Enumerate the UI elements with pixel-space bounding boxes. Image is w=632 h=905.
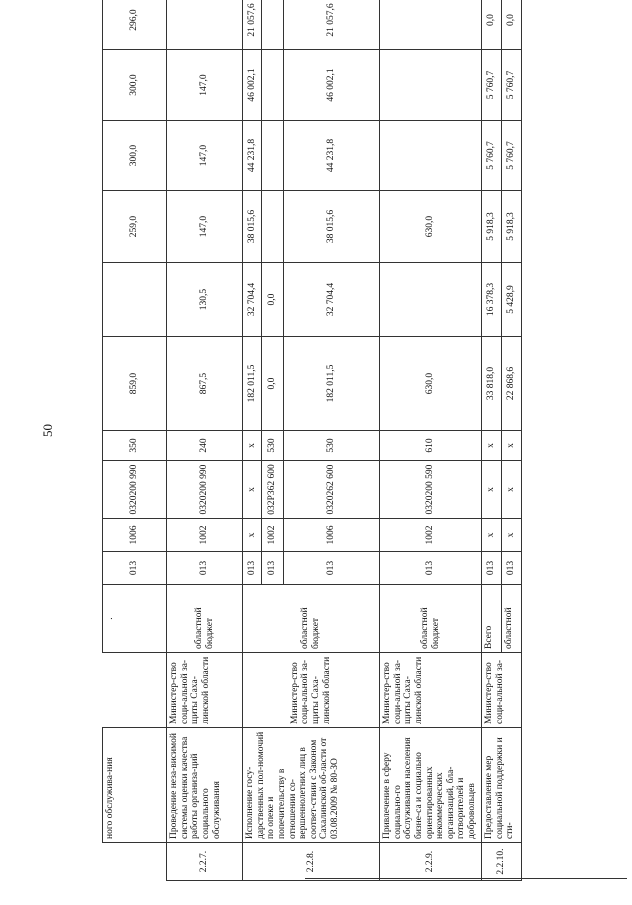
fund-cell: областной bbox=[502, 585, 522, 653]
value-cell: 21 057,6 bbox=[243, 0, 262, 50]
executor: Министер-ство соци-альной за- bbox=[482, 653, 522, 728]
value-cell: 32 704,4 bbox=[243, 263, 262, 337]
code-cell: х bbox=[502, 431, 522, 461]
value-cell: 32 704,4 bbox=[284, 263, 380, 337]
code-cell: 610 bbox=[380, 431, 482, 461]
value-cell bbox=[167, 0, 243, 50]
value-cell: 300,0 bbox=[103, 121, 167, 191]
value-cell: 147,0 bbox=[167, 191, 243, 263]
value-cell: 0,0 bbox=[482, 0, 502, 50]
table-row bbox=[243, 0, 262, 881]
code-cell: 530 bbox=[284, 431, 380, 461]
budget-table bbox=[102, 0, 522, 881]
value-cell: 5 760,7 bbox=[482, 121, 502, 191]
value-cell bbox=[380, 0, 482, 50]
value-cell: 46 002,1 bbox=[284, 50, 380, 121]
table-row bbox=[167, 0, 243, 881]
code-cell: 1002 bbox=[262, 519, 284, 552]
value-cell: 33 818,0 bbox=[482, 337, 502, 431]
value-cell: 259,0 bbox=[103, 191, 167, 263]
code-cell: х bbox=[482, 461, 502, 519]
row-name: Привлечение в сферу социально-го обслуживания населения бизне-са и социально ориентированных некоммерческих организаций, бла-готворителей и добровольцев bbox=[380, 728, 482, 843]
row-name: ного обслужива-ния bbox=[103, 728, 167, 843]
value-cell: 5 760,7 bbox=[502, 121, 522, 191]
table-row bbox=[103, 0, 167, 881]
value-cell: 296,0 bbox=[103, 0, 167, 50]
table-row bbox=[380, 0, 482, 881]
value-cell: 867,5 bbox=[167, 337, 243, 431]
value-cell: 5 918,3 bbox=[502, 191, 522, 263]
code-cell: 013 bbox=[167, 552, 243, 585]
value-cell: 5 918,3 bbox=[482, 191, 502, 263]
executor: Министер-ство соци-альной за-щиты Саха-линской области bbox=[380, 653, 482, 728]
value-cell: 147,0 bbox=[167, 50, 243, 121]
value-cell: 5 428,9 bbox=[502, 263, 522, 337]
row-number: 2.2.10. bbox=[482, 843, 522, 881]
value-cell bbox=[262, 0, 284, 50]
value-cell: 147,0 bbox=[167, 121, 243, 191]
fund-cell: областной бюджет bbox=[380, 585, 482, 653]
value-cell: 46 002,1 bbox=[243, 50, 262, 121]
code-cell: 1002 bbox=[167, 519, 243, 552]
value-cell bbox=[103, 263, 167, 337]
rotated-page bbox=[102, 3, 521, 881]
value-cell: 5 760,7 bbox=[502, 50, 522, 121]
value-cell: 22 868,6 bbox=[502, 337, 522, 431]
value-cell: 630,0 bbox=[380, 337, 482, 431]
value-cell: 130,5 bbox=[167, 263, 243, 337]
code-cell: 1006 bbox=[103, 519, 167, 552]
code-cell: 013 bbox=[243, 552, 262, 585]
value-cell: 182 011,5 bbox=[243, 337, 262, 431]
code-cell: 530 bbox=[262, 431, 284, 461]
value-cell: 300,0 bbox=[103, 50, 167, 121]
executor: Министер-ство соци-альной за-щиты Саха-линской области bbox=[243, 653, 380, 728]
value-cell: 859,0 bbox=[103, 337, 167, 431]
code-cell: х bbox=[502, 461, 522, 519]
row-number: 2.2.8. bbox=[243, 843, 380, 881]
value-cell: 182 011,5 bbox=[284, 337, 380, 431]
bottom-rule bbox=[305, 878, 627, 879]
code-cell: 1002 bbox=[380, 519, 482, 552]
code-cell: 013 bbox=[262, 552, 284, 585]
row-name: Предоставление мер социальной поддержки и сти- bbox=[482, 728, 522, 843]
code-cell: 0320200 590 bbox=[380, 461, 482, 519]
code-cell: 013 bbox=[284, 552, 380, 585]
value-cell: 630,0 bbox=[380, 191, 482, 263]
value-cell: 16 378,3 bbox=[482, 263, 502, 337]
code-cell: х bbox=[243, 431, 262, 461]
code-cell: 240 bbox=[167, 431, 243, 461]
fund-cell: областной бюджет bbox=[243, 585, 380, 653]
code-cell: 032Р362 600 bbox=[262, 461, 284, 519]
code-cell: х bbox=[502, 519, 522, 552]
value-cell: 5 760,7 bbox=[482, 50, 502, 121]
executor: Министер-ство соци-альной за-щиты Саха-линской области bbox=[167, 653, 243, 728]
code-cell: 0320262 600 bbox=[284, 461, 380, 519]
code-cell: х bbox=[482, 431, 502, 461]
value-cell: 38 015,6 bbox=[284, 191, 380, 263]
code-cell: 013 bbox=[482, 552, 502, 585]
code-cell: х bbox=[243, 461, 262, 519]
code-cell: 350 bbox=[103, 431, 167, 461]
value-cell: 0,0 bbox=[262, 263, 284, 337]
value-cell bbox=[262, 50, 284, 121]
table-row bbox=[482, 0, 502, 881]
page-number: 50 bbox=[40, 424, 55, 437]
value-cell: 21 057,6 bbox=[284, 0, 380, 50]
value-cell bbox=[380, 263, 482, 337]
code-cell: х bbox=[243, 519, 262, 552]
value-cell bbox=[380, 121, 482, 191]
row-name: Проведение неза-висимой системы оценки качества работы организа-ций социального обслуживания bbox=[167, 728, 243, 843]
code-cell: 013 bbox=[502, 552, 522, 585]
row-number: 2.2.9. bbox=[380, 843, 482, 881]
value-cell: 38 015,6 bbox=[243, 191, 262, 263]
value-cell: 44 231,8 bbox=[284, 121, 380, 191]
fund-cell: . bbox=[103, 585, 167, 653]
value-cell: 44 231,8 bbox=[243, 121, 262, 191]
code-cell: 0320200 990 bbox=[167, 461, 243, 519]
fund-cell: Всего bbox=[482, 585, 502, 653]
fund-cell: областной бюджет bbox=[167, 585, 243, 653]
row-number: 2.2.7. bbox=[167, 843, 243, 881]
value-cell bbox=[380, 50, 482, 121]
value-cell bbox=[262, 121, 284, 191]
code-cell: 1006 bbox=[284, 519, 380, 552]
value-cell: 0,0 bbox=[262, 337, 284, 431]
code-cell: 013 bbox=[103, 552, 167, 585]
code-cell: 0320200 990 bbox=[103, 461, 167, 519]
code-cell: 013 bbox=[380, 552, 482, 585]
value-cell bbox=[262, 191, 284, 263]
code-cell: х bbox=[482, 519, 502, 552]
value-cell: 0,0 bbox=[502, 0, 522, 50]
row-name: Исполнение госу-дарственных пол-номочий по опеке и попечительству в отношении со-вершеннолетних лиц в соответ-ствии с Законом Сахалинской об-ласти от 03.08.2009 № 80-ЗО bbox=[243, 728, 380, 843]
